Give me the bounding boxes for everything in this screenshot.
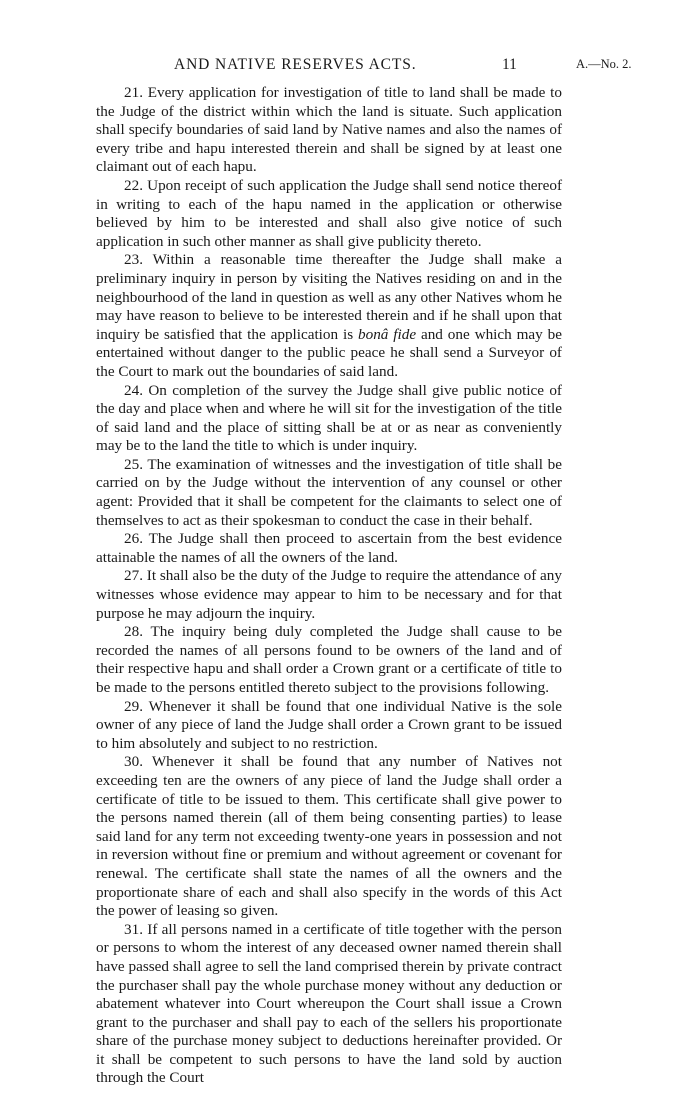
section-number: 30. xyxy=(124,753,143,771)
section-25 xyxy=(96,456,562,530)
section-number: 25. xyxy=(124,455,143,473)
section-text-continued: and one which may be entertained without danger to the public peace he shall send a Surveyor of the Court to mark out the boundaries of said land. xyxy=(96,325,562,380)
section-26 xyxy=(96,530,562,567)
section-text: On completion of the survey the Judge shall give public notice of the day and place when and where he will sit for the investigation of the title of said land and the place of sitting shall be at or as near as conveniently may be to the land the title to which is under inquiry. xyxy=(96,381,562,455)
section-30 xyxy=(96,753,562,920)
section-text: Whenever it shall be found that one individual Native is the sole owner of any piece of land the Judge shall order a Crown grant to be issued to him absolutely and subject to no restriction. xyxy=(96,697,562,752)
section-text: The examination of witnesses and the investigation of title shall be carried on by the Judge without the intervention of any counsel or other agent: Provided that it shall be competent for the claimants to select one of themselves to act as their spokesman to conduct the case in their behalf. xyxy=(96,455,563,529)
section-29 xyxy=(96,698,562,754)
section-number: 29. xyxy=(124,697,143,715)
section-text: Every application for investigation of title to land shall be made to the Judge of the district within which the land is situate. Such application shall specify boundaries of said land by Native names and also the names of every tribe and hapu interested therein and shall be signed by at least one claimant out of each hapu. xyxy=(96,84,562,176)
running-head-title: AND NATIVE RESERVES ACTS. xyxy=(174,56,417,73)
section-number: 26. xyxy=(124,530,143,548)
section-text: It shall also be the duty of the Judge to require the attendance of any witnesses whose evidence may appear to him to be necessary and for that purpose he may adjourn the inquiry. xyxy=(96,567,562,622)
section-24 xyxy=(96,382,562,456)
section-number: 22. xyxy=(124,176,143,194)
section-text: Upon receipt of such application the Judge shall send notice thereof in writing to each of the hapu named in the application or otherwise believed by him to be interested and shall also give notice of such application in such other manner as shall give publicity thereto. xyxy=(96,176,562,250)
page-number: 11 xyxy=(502,56,517,73)
section-number: 27. xyxy=(124,567,143,585)
section-23 xyxy=(96,251,562,381)
body-text xyxy=(96,84,562,1088)
section-28 xyxy=(96,623,562,697)
section-31 xyxy=(96,921,562,1088)
section-number: 31. xyxy=(124,920,143,938)
section-text: If all persons named in a certificate of title together with the person or persons to whom the interest of any deceased owner named therein shall have passed shall agree to sell the land comprised therein by private contract the purchaser shall pay the whole purchase money without any deduction or abatement whatever into Court whereupon the Court shall issue a Crown grant to the purchaser and shall pay to each of the sellers his proportionate share of the purchase money subject to deductions hereinafter provided. Or it shall be competent to such persons to have the land sold by auction through the Court xyxy=(96,920,563,1087)
section-number: 24. xyxy=(124,381,143,399)
section-number: 23. xyxy=(124,251,143,269)
section-text: Within a reasonable time thereafter the Judge shall make a preliminary inquiry in person by visiting the Natives residing on and in the neighbourhood of the land in question as well as any other Natives whom he may have reason to believe to be interested therein and if he shall upon that inquiry be satisfied that the application is xyxy=(96,251,562,343)
section-21 xyxy=(96,84,562,177)
running-head xyxy=(96,56,656,76)
section-27 xyxy=(96,567,562,623)
section-22 xyxy=(96,177,562,251)
section-number: 21. xyxy=(124,84,143,101)
section-text: The Judge shall then proceed to ascertain from the best evidence attainable the names of all the owners of the land. xyxy=(96,530,562,566)
section-text: Whenever it shall be found that any number of Natives not exceeding ten are the owners of any piece of land the Judge shall order a certificate of title to be issued to them. This certificate shall give power to the persons named therein (all of them being consenting parties) to lease said land for any term not exceeding twenty-one years in possession and not in reversion without fine or premium and without agreement or covenant for renewal. The certificate shall state the names of all the owners and the proportionate share of each and shall also specify in the words of this Act the power of leasing so given. xyxy=(96,753,562,920)
section-text: The inquiry being duly completed the Judge shall cause to be recorded the names of all persons found to be owners of the land and of their respective hapu and shall order a Crown grant or a certificate of title to be made to the persons entitled thereto subject to the provisions following. xyxy=(96,623,562,696)
document-reference: A.—No. 2. xyxy=(576,57,632,71)
section-number: 28. xyxy=(124,623,143,641)
italic-phrase: bonâ fide xyxy=(358,325,417,343)
